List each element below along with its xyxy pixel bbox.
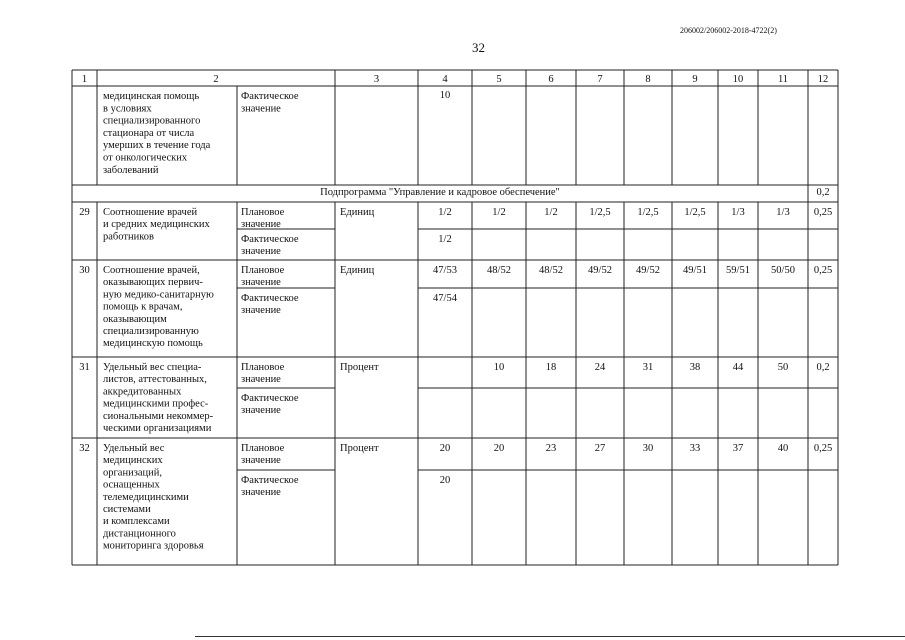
indicator-name-text: Удельный вес	[103, 443, 165, 454]
header-cell: 7	[597, 74, 603, 85]
plan-label-text: значение	[241, 455, 281, 467]
plan-value: 48/52	[487, 265, 511, 276]
unit-text: Единиц	[340, 265, 375, 276]
fact-value: 47/54	[433, 293, 457, 304]
continuation-type-text: значение	[241, 103, 281, 115]
header-cell: 6	[548, 74, 554, 85]
plan-value: 49/52	[636, 265, 660, 276]
plan-value: 10	[493, 362, 505, 373]
plan-value: 27	[594, 443, 606, 454]
header-cell: 2	[213, 74, 219, 85]
indicator-name-text: медицинских	[103, 455, 163, 467]
indicator-name-text: аккредитованных	[103, 386, 182, 398]
plan-value: 18	[545, 362, 557, 373]
header-cell: 11	[777, 74, 789, 85]
row-number: 30	[79, 265, 90, 276]
header-cell: 8	[645, 74, 651, 85]
plan-value: 49/51	[683, 265, 707, 276]
plan-value: 40	[777, 443, 789, 454]
indicator-name-text: медицинскую помощь	[103, 338, 203, 350]
plan-value: 1/2	[544, 207, 558, 218]
bottom-rule	[195, 636, 905, 637]
plan-value: 48/52	[539, 265, 563, 276]
plan-value: 20	[439, 443, 451, 454]
plan-value: 24	[594, 362, 606, 373]
plan-value: 59/51	[726, 265, 750, 276]
fact-label-text: значение	[241, 487, 281, 499]
continuation-name-text: специализированного	[103, 115, 201, 127]
subprogram-title: Подпрограмма "Управление и кадровое обеспечение"	[320, 187, 560, 198]
continuation-name-text: в условиях	[103, 103, 152, 115]
continuation-type-text: Фактическое	[241, 91, 299, 102]
plan-value: 31	[642, 362, 654, 373]
row-number: 31	[79, 362, 90, 373]
unit-text: Процент	[340, 362, 379, 373]
indicator-name-text: сиональными некоммер-	[103, 410, 214, 422]
unit-text: Единиц	[340, 207, 375, 218]
plan-label-text: значение	[241, 374, 281, 386]
document-id: 206002/206002-2018-4722(2)	[680, 26, 777, 35]
header-cell: 4	[442, 74, 448, 85]
indicator-name-text: специализированную	[103, 326, 199, 337]
plan-label-text: Плановое	[241, 362, 285, 373]
plan-label-text: Плановое	[241, 207, 285, 218]
indicator-name-text: работников	[103, 231, 154, 243]
indicator-name-text: системами	[103, 504, 151, 515]
subprogram-weight: 0,2	[816, 187, 830, 198]
weight-value: 0,25	[813, 207, 833, 218]
plan-value: 23	[545, 443, 557, 454]
header-cell: 1	[81, 74, 88, 85]
page-number: 32	[472, 40, 485, 55]
plan-value: 1/3	[731, 207, 745, 218]
fact-label-text: значение	[241, 246, 281, 258]
continuation-fact-value: 10	[439, 90, 451, 101]
fact-label-text: Фактическое	[241, 234, 299, 245]
continuation-name-text: медицинская помощь	[103, 91, 200, 102]
plan-value: 1/2,5	[589, 207, 611, 218]
indicator-name-text: дистанционного	[103, 528, 176, 540]
fact-value: 20	[439, 475, 451, 486]
indicator-name-text: оснащенных	[103, 479, 160, 491]
weight-value: 0,25	[813, 265, 833, 276]
unit-text: Процент	[340, 443, 379, 454]
plan-label-text: Плановое	[241, 443, 285, 454]
plan-value: 1/2,5	[684, 207, 706, 218]
fact-label-text: значение	[241, 405, 281, 417]
header-cell: 10	[732, 74, 744, 85]
plan-value: 30	[642, 443, 654, 454]
plan-label-text: Плановое	[241, 265, 285, 276]
plan-value: 49/52	[588, 265, 612, 276]
indicator-name-text: медицинскими профес-	[103, 398, 209, 410]
indicator-name-text: Удельный вес специа-	[103, 362, 202, 373]
continuation-name-text: стационара от числа	[103, 127, 195, 139]
plan-value: 38	[689, 362, 701, 373]
plan-value: 50	[777, 362, 789, 373]
plan-value: 44	[732, 362, 744, 373]
indicator-name-text: помощь к врачам,	[103, 301, 183, 313]
continuation-name-text: умерших в течение года	[103, 140, 211, 152]
plan-value: 1/3	[776, 207, 790, 218]
indicator-name-text: Соотношение врачей	[103, 207, 198, 218]
row-number: 32	[79, 443, 90, 454]
header-cell: 12	[817, 74, 829, 85]
header-cell: 9	[692, 74, 698, 85]
indicator-name-text: и комплексами	[103, 516, 170, 528]
indicator-name-text: мониторинга здоровья	[103, 540, 204, 552]
weight-value: 0,2	[816, 362, 830, 373]
plan-value: 1/2,5	[637, 207, 659, 218]
indicator-name-text: телемедицинскими	[103, 491, 189, 503]
fact-label-text: Фактическое	[241, 393, 299, 404]
fact-label-text: Фактическое	[241, 293, 299, 304]
header-cell: 3	[373, 74, 380, 85]
plan-value: 50/50	[771, 265, 795, 276]
indicator-name-text: Соотношение врачей,	[103, 265, 200, 276]
plan-value: 1/2	[438, 207, 452, 218]
indicator-name-text: ную медико-санитарную	[103, 289, 214, 301]
plan-value: 47/53	[433, 265, 457, 276]
indicator-name-text: листов, аттестованных,	[103, 374, 207, 386]
header-cell: 5	[496, 74, 502, 85]
weight-value: 0,25	[813, 443, 833, 454]
plan-value: 37	[732, 443, 744, 454]
continuation-name-text: заболеваний	[103, 164, 159, 176]
plan-value: 33	[689, 443, 701, 454]
plan-label-text: значение	[241, 277, 281, 289]
row-number: 29	[79, 207, 90, 218]
continuation-name-text: от онкологических	[103, 152, 188, 164]
plan-label-text: значение	[241, 219, 281, 231]
fact-label-text: значение	[241, 305, 281, 317]
indicator-name-text: организаций,	[103, 467, 162, 479]
indicator-name-text: оказывающим	[103, 313, 167, 325]
indicator-name-text: и средних медицинских	[103, 219, 210, 231]
indicator-name-text: ческими организациями	[103, 423, 212, 434]
indicator-name-text: оказывающих первич-	[103, 277, 203, 289]
plan-value: 20	[493, 443, 505, 454]
plan-value: 1/2	[492, 207, 506, 218]
fact-label-text: Фактическое	[241, 475, 299, 486]
fact-value: 1/2	[438, 234, 452, 245]
